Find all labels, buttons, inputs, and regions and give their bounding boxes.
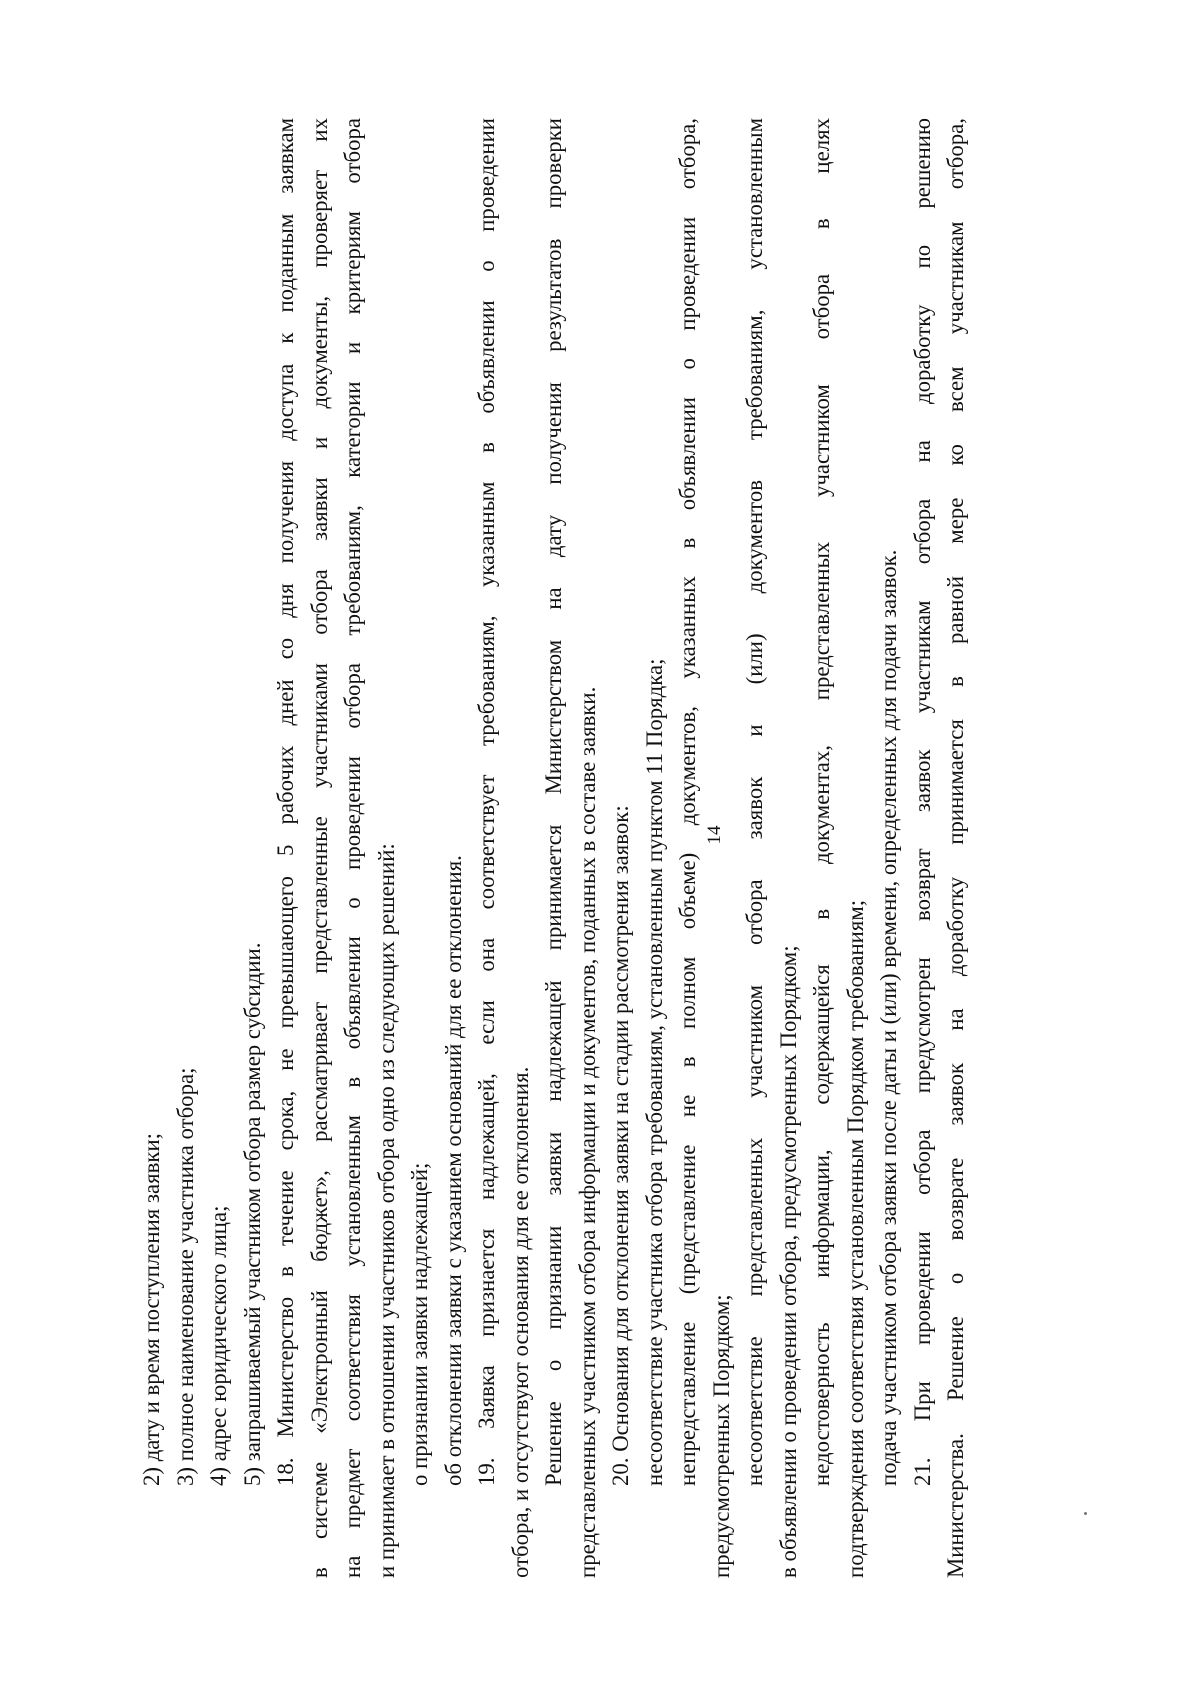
body-line: 20. Основания для отклонения заявки на стадии рассмотрения заявок: [608, 805, 633, 1486]
scan-speck [1084, 1512, 1087, 1515]
body-line: 18. Министерство в течение срока, не превышающего 5 рабочих дней со дня получения доступа к поданным заявкам [273, 118, 298, 1486]
body-line: 21. При проведении отбора предусмотрен возврат заявок участникам отбора на доработку по решению [909, 118, 935, 1486]
body-line: Решение о признании заявки надлежащей принимается Министерством на дату получения результатов проверки [541, 118, 566, 1486]
body-line: представленных участником отбора информации и документов, поданных в составе заявки. [574, 686, 600, 1578]
body-line: 2) дату и время поступления заявки; [139, 1133, 164, 1486]
body-line: несоответствие участника отбора требованиям, установленным пунктом 11 Порядка; [641, 658, 667, 1486]
page-number: 14 [704, 825, 725, 845]
body-line: отбора, и отсутствуют основания для ее отклонения. [507, 1066, 533, 1578]
body-line: подача участником отбора заявки после даты и (или) времени, определенных для подачи заявок. [876, 549, 901, 1486]
body-line: и принимает в отношении участников отбора одно из следующих решений: [373, 843, 399, 1578]
body-line: об отклонении заявки с указанием оснований для ее отклонения. [440, 855, 466, 1486]
body-line: 5) запрашиваемый участником отбора размер субсидии. [239, 942, 265, 1486]
body-line: недостоверность информации, содержащейся в документах, представленных участником отбора в целях [809, 118, 834, 1486]
body-line: о признании заявки надлежащей; [407, 1162, 432, 1486]
body-line: подтверждения соответствия установленным Порядком требованиям; [842, 899, 868, 1578]
document-body [135, 118, 1065, 1578]
body-line: непредставление (представление не в полном объеме) документов, указанных в объявлении о проведении отбора, [675, 118, 700, 1486]
body-line: несоответствие представленных участником отбора заявок и (или) документов требованиям, установленным [742, 118, 767, 1486]
body-line: 4) адрес юридического лица; [206, 1205, 231, 1486]
body-line: на предмет соответствия установленным в объявлении о проведении отбора требованиям, категории и критериям отбора [340, 118, 365, 1578]
body-line: в системе «Электронный бюджет», рассматривает представленные участниками отбора заявки и документы, проверяет их [306, 118, 332, 1578]
body-line: 3) полное наименование участника отбора; [172, 1067, 198, 1486]
body-line: предусмотренных Порядком; [708, 1294, 734, 1578]
body-line: в объявлении о проведении отбора, предусмотренных Порядком; [775, 945, 801, 1578]
body-line: 19. Заявка признается надлежащей, если она соответствует требованиям, указанным в объявлении о проведении [474, 118, 499, 1486]
body-line: Министерства. Решение о возврате заявок на доработку принимается в равной мере ко всем участникам отбора, [943, 118, 968, 1578]
